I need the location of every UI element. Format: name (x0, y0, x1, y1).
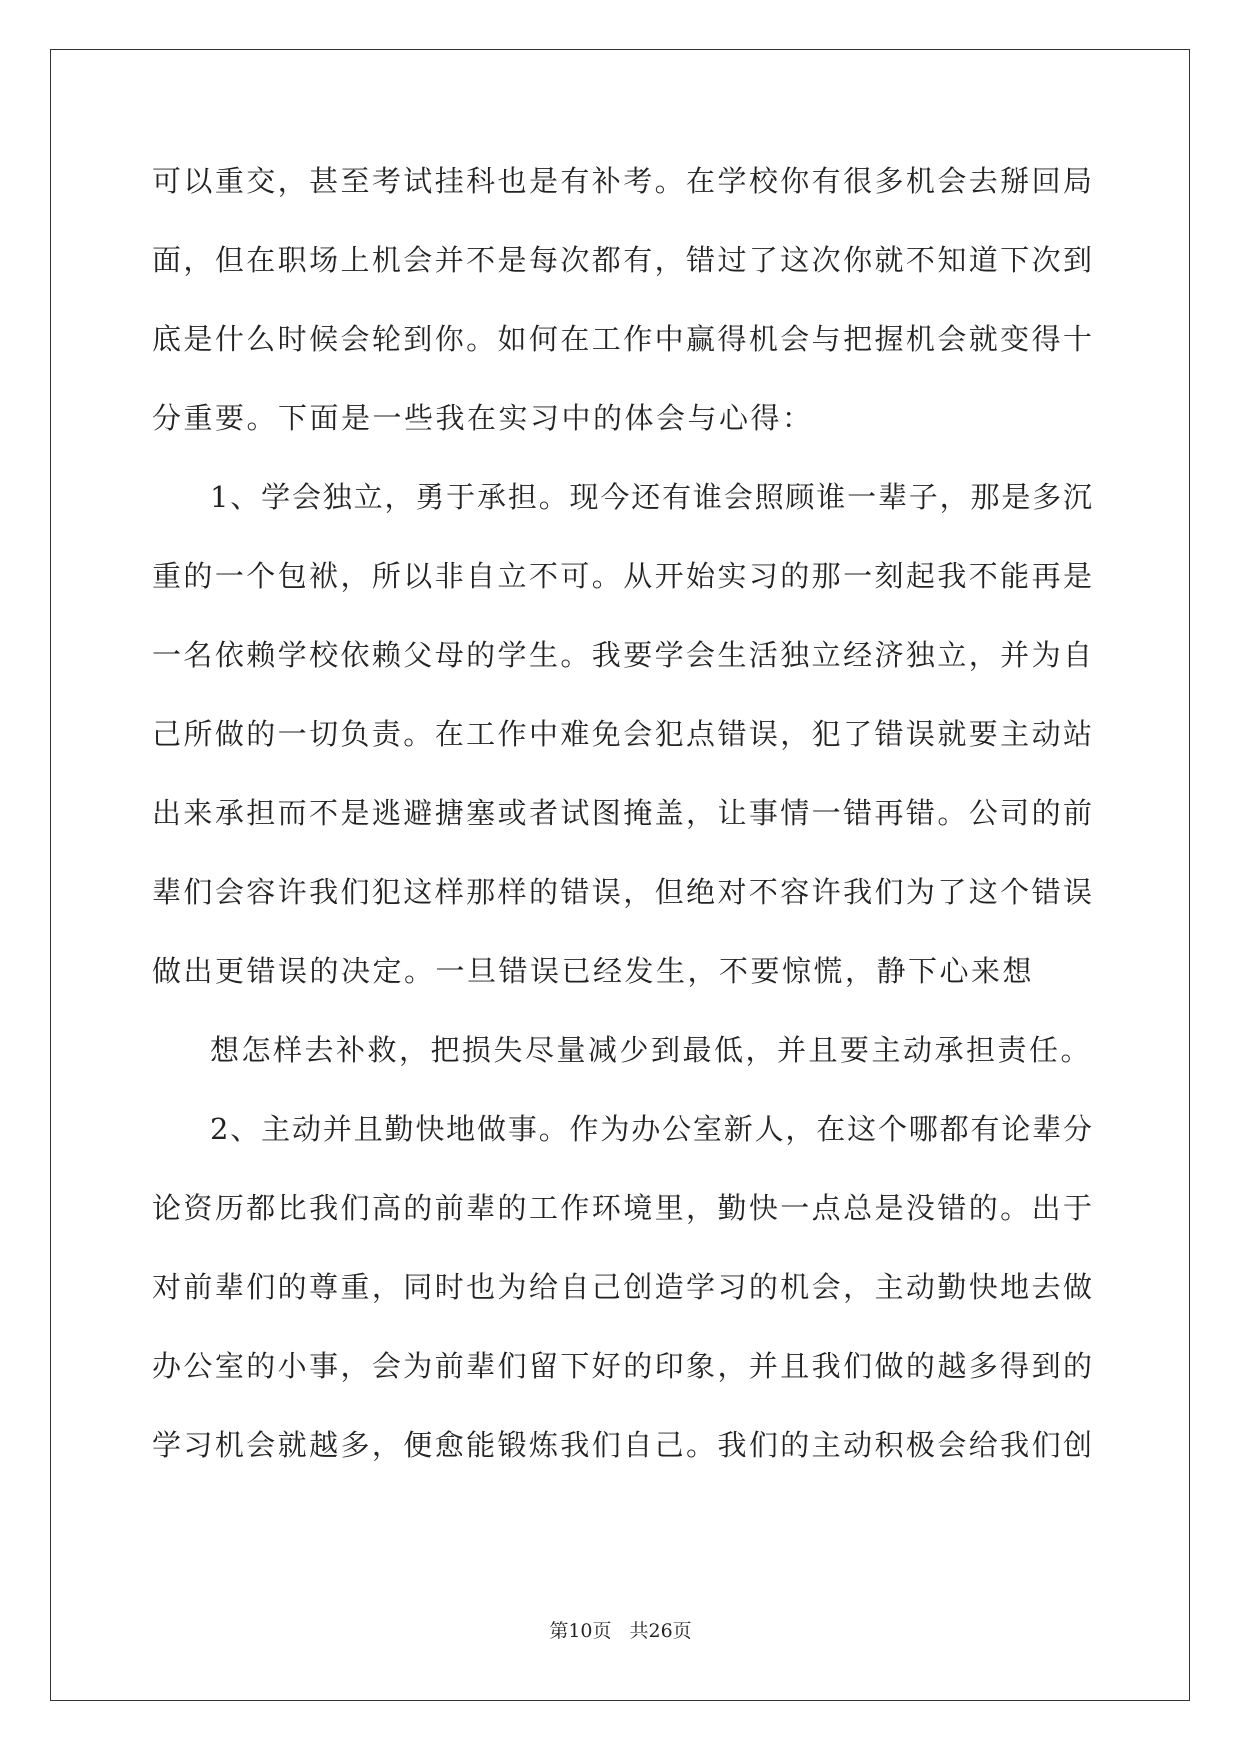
text-line: 己所做的一切负责。在工作中难免会犯点错误，犯了错误就要主动站 (152, 717, 1092, 751)
text-line: 办公室的小事，会为前辈们留下好的印象，并且我们做的越多得到的 (152, 1349, 1092, 1383)
text-line: 一名依赖学校依赖父母的学生。我要学会生活独立经济独立，并为自 (152, 638, 1092, 672)
text-line: 辈们会容许我们犯这样那样的错误，但绝对不容许我们为了这个错误 (152, 875, 1092, 909)
text-line: 可以重交，甚至考试挂科也是有补考。在学校你有很多机会去掰回局 (152, 164, 1092, 198)
document-body (152, 161, 1092, 1504)
text-line: 1、学会独立，勇于承担。现今还有谁会照顾谁一辈子，那是多沉 (210, 480, 1092, 514)
text-line: 重的一个包袱，所以非自立不可。从开始实习的那一刻起我不能再是 (152, 559, 1092, 593)
page-number: 第10页 (549, 1620, 612, 1642)
text-line: 底是什么时候会轮到你。如何在工作中赢得机会与把握机会就变得十 (152, 322, 1092, 356)
text-line: 2、主动并且勤快地做事。作为办公室新人，在这个哪都有论辈分 (210, 1112, 1092, 1146)
text-line: 学习机会就越多，便愈能锻炼我们自己。我们的主动积极会给我们创 (152, 1428, 1092, 1462)
text-line: 论资历都比我们高的前辈的工作环境里，勤快一点总是没错的。出于 (152, 1191, 1092, 1225)
page-footer (0, 1619, 1241, 1643)
text-line: 想怎样去补救，把损失尽量减少到最低，并且要主动承担责任。 (210, 1033, 1093, 1067)
text-line: 出来承担而不是逃避搪塞或者试图掩盖，让事情一错再错。公司的前 (152, 796, 1092, 830)
text-line: 对前辈们的尊重，同时也为给自己创造学习的机会，主动勤快地去做 (152, 1270, 1092, 1304)
text-line: 做出更错误的决定。一旦错误已经发生，不要惊慌，静下心来想 (152, 954, 1035, 988)
text-line: 分重要。下面是一些我在实习中的体会与心得： (152, 401, 814, 435)
page-total: 共26页 (629, 1620, 692, 1642)
text-line: 面，但在职场上机会并不是每次都有，错过了这次你就不知道下次到 (152, 243, 1092, 277)
